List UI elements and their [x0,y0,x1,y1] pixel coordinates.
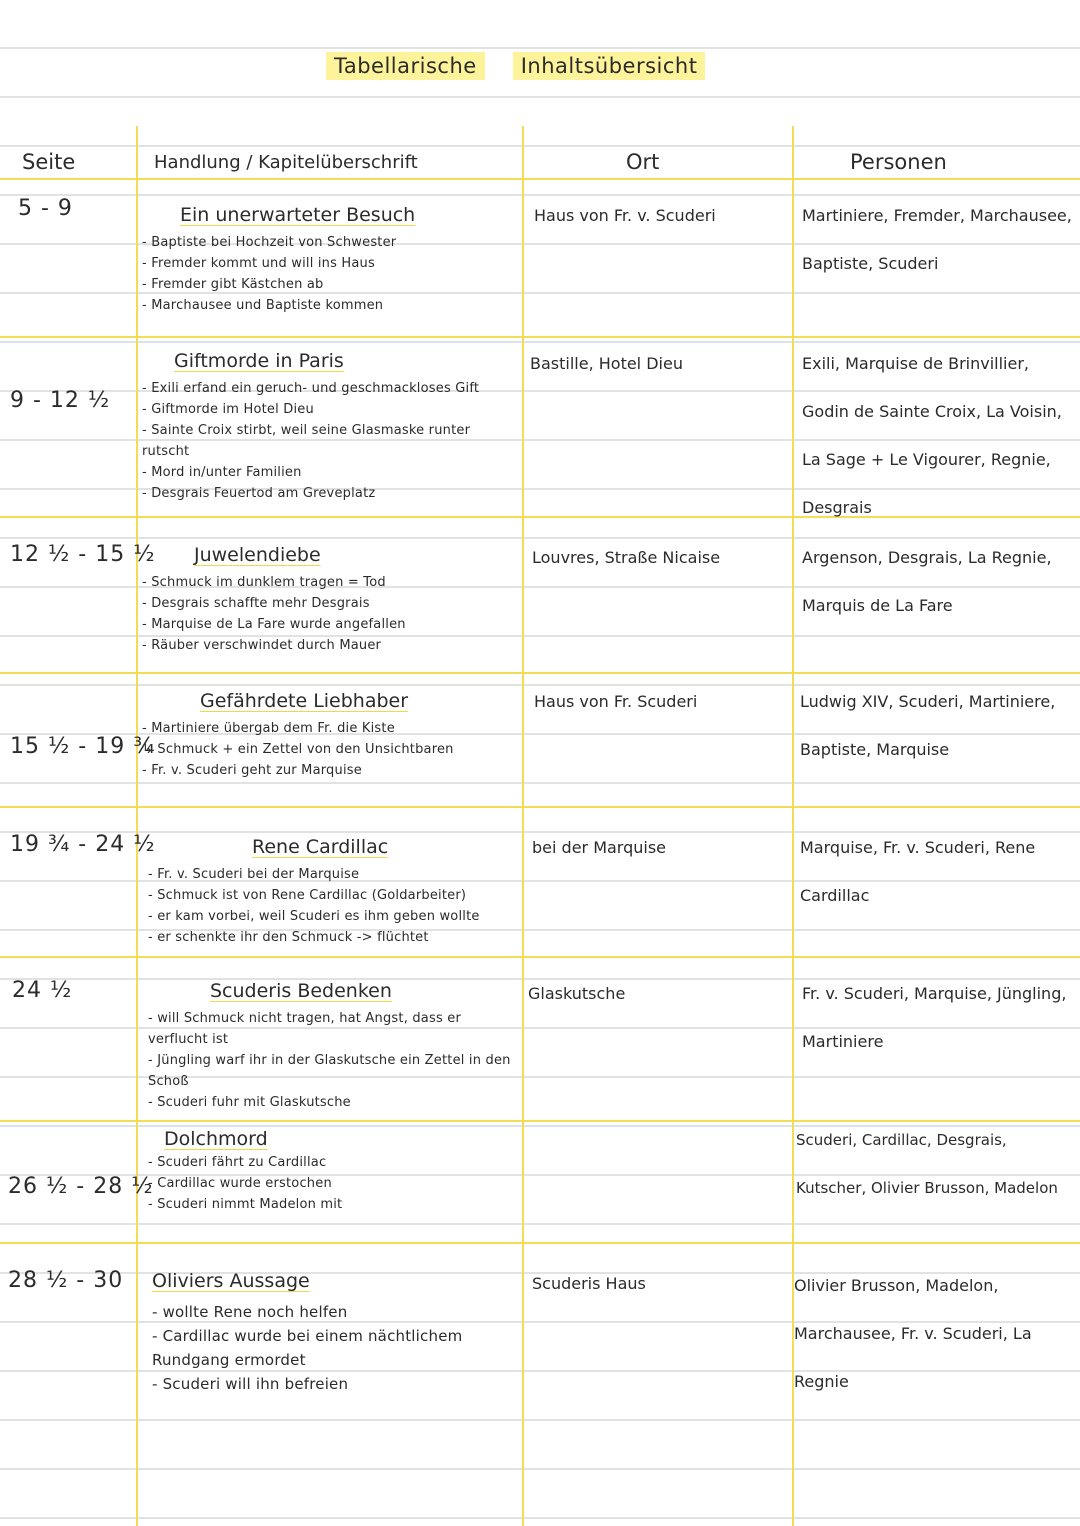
row-1-plot [142,204,520,316]
row-6-pages: 24 ½ [12,978,73,1003]
row-6-events [148,1008,520,1113]
event-item: - Scuderi will ihn befreien [152,1375,349,1393]
event-item: - Cardillac wurde erstochen [148,1176,332,1191]
event-item: - Giftmorde im Hotel Dieu [142,402,314,417]
row-6-chapter: Scuderis Bedenken [210,980,392,1002]
row-2-chapter: Giftmorde in Paris [174,350,344,372]
event-item: - Sainte Croix stirbt, weil seine Glasmaske runter rutscht [142,423,471,459]
row-3-place: Louvres, Straße Nicaise [532,548,721,567]
row-8-chapter: Oliviers Aussage [152,1270,310,1292]
row-5-place: bei der Marquise [532,838,667,857]
row-5-chapter: Rene Cardillac [252,836,389,858]
row-5-events [148,864,520,948]
row-5-plot [148,836,520,948]
title-word-1: Tabellarische [326,52,485,80]
event-item: - Cardillac wurde bei einem nächtlichem Rundgang ermordet [152,1327,463,1369]
row-2-plot [142,350,520,504]
row-2-persons: Exili, Marquise de Brinvillier, Godin de Sainte Croix, La Voisin, La Sage + Le Vigourer, Regnie, Desgrais [802,354,1062,517]
header-divider [0,178,1080,180]
event-item: - Desgrais schaffte mehr Desgrais [142,596,370,611]
event-item: - Räuber verschwindet durch Mauer [142,638,382,653]
row-4-place: Haus von Fr. Scuderi [534,692,698,711]
row-4-events [142,718,520,781]
page-title [326,52,705,80]
row-3-pages: 12 ½ - 15 ½ [10,542,156,567]
row-7-plot [148,1128,520,1215]
event-item: - Schmuck ist von Rene Cardillac (Goldarbeiter) [148,888,467,903]
row-6-plot [148,980,520,1113]
row-7-events [148,1152,520,1215]
row-6-persons: Fr. v. Scuderi, Marquise, Jüngling, Martiniere [802,984,1067,1051]
row-4-persons: Ludwig XIV, Scuderi, Martiniere, Baptiste, Marquise [800,692,1056,759]
row-2-pages: 9 - 12 ½ [10,388,111,413]
row-divider [0,806,1080,808]
event-item: - Martiniere übergab dem Fr. die Kiste [142,721,395,736]
row-divider [0,336,1080,338]
event-item: - Desgrais Feuertod am Greveplatz [142,486,376,501]
event-item: - will Schmuck nicht tragen, hat Angst, dass er verflucht ist [148,1011,461,1047]
row-8-place: Scuderis Haus [532,1274,646,1293]
event-item: - Fremder gibt Kästchen ab [142,277,324,292]
event-item: - Fr. v. Scuderi geht zur Marquise [142,763,362,778]
row-8-persons: Olivier Brusson, Madelon, Marchausee, Fr. v. Scuderi, La Regnie [794,1276,1032,1391]
header-plot: Handlung / Kapitelüberschrift [154,152,418,173]
event-item: - wollte Rene noch helfen [152,1303,348,1321]
row-divider [0,1242,1080,1244]
event-item: - Scuderi fuhr mit Glaskutsche [148,1095,351,1110]
row-7-persons: Scuderi, Cardillac, Desgrais, Kutscher, Olivier Brusson, Madelon [796,1131,1058,1197]
header-persons: Personen [850,150,947,174]
event-item: - Mord in/unter Familien [142,465,302,480]
row-3-plot [142,544,520,656]
row-4-pages: 15 ½ - 19 ¾ [10,734,156,759]
row-3-persons: Argenson, Desgrais, La Regnie, Marquis de La Fare [802,548,1052,615]
event-item: - Baptiste bei Hochzeit von Schwester [142,235,397,250]
event-item: - Fremder kommt und will ins Haus [142,256,375,271]
row-7-chapter: Dolchmord [164,1128,268,1150]
row-2-place: Bastille, Hotel Dieu [530,354,683,373]
row-5-pages: 19 ¾ - 24 ½ [10,832,156,857]
event-item: - Fr. v. Scuderi bei der Marquise [148,867,360,882]
event-item: - er schenkte ihr den Schmuck -> flüchtet [148,930,429,945]
event-item: ↳ Schmuck + ein Zettel von den Unsichtbaren [142,742,454,757]
row-6-place: Glaskutsche [528,984,626,1003]
row-3-events [142,572,520,656]
row-1-place: Haus von Fr. v. Scuderi [534,206,716,225]
event-item: - Jüngling warf ihr in der Glaskutsche ein Zettel in den Schoß [148,1053,511,1089]
row-1-pages: 5 - 9 [18,196,73,221]
row-4-plot [142,690,520,781]
row-2-events [142,378,520,504]
row-4-chapter: Gefährdete Liebhaber [200,690,409,712]
event-item: - Scuderi nimmt Madelon mit [148,1197,343,1212]
row-1-chapter: Ein unerwarteter Besuch [180,204,416,226]
event-item: - Marquise de La Fare wurde angefallen [142,617,406,632]
row-8-plot [152,1270,520,1396]
row-8-events [152,1300,520,1396]
row-3-chapter: Juwelendiebe [194,544,321,566]
event-item: - Schmuck im dunklem tragen = Tod [142,575,386,590]
row-divider [0,672,1080,674]
title-word-2: Inhaltsübersicht [513,52,706,80]
row-5-persons: Marquise, Fr. v. Scuderi, Rene Cardillac [800,838,1036,905]
header-page: Seite [22,150,76,174]
row-7-pages: 26 ½ - 28 ½ [8,1174,154,1199]
row-1-persons: Martiniere, Fremder, Marchausee, Baptiste, Scuderi [802,206,1072,273]
row-divider [0,956,1080,958]
event-item: - Marchausee und Baptiste kommen [142,298,384,313]
event-item: - Exili erfand ein geruch- und geschmackloses Gift [142,381,480,396]
header-place: Ort [626,150,660,174]
event-item: - Scuderi fährt zu Cardillac [148,1155,327,1170]
row-1-events [142,232,520,316]
row-8-pages: 28 ½ - 30 [8,1268,124,1293]
event-item: - er kam vorbei, weil Scuderi es ihm geben wollte [148,909,480,924]
